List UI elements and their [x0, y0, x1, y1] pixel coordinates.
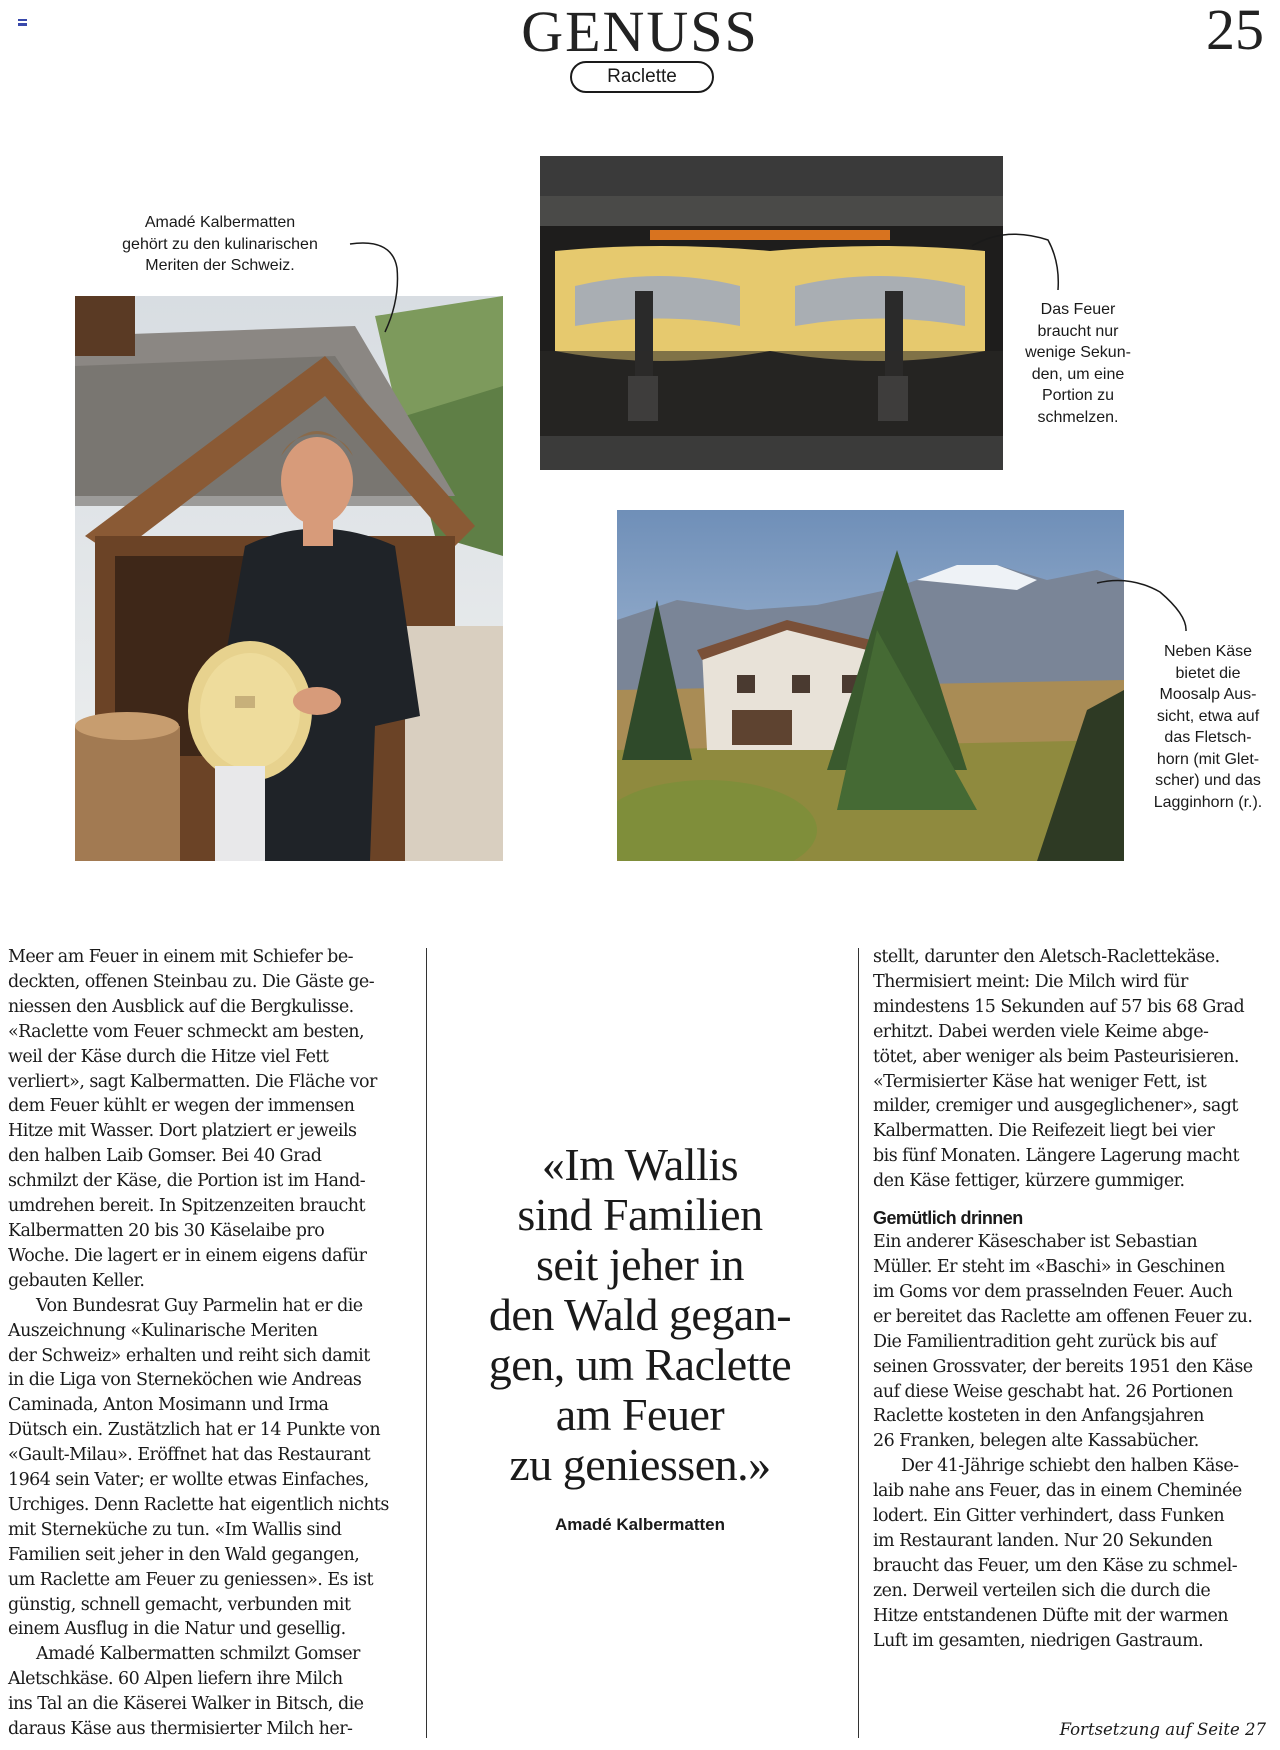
caption-line: horn (mit Glet- — [1156, 750, 1260, 768]
caption-line: Neben Käse — [1163, 643, 1253, 660]
section-title: GENUSS — [521, 0, 759, 64]
pull-quote — [470, 1140, 810, 1490]
caption-line: braucht nur — [1037, 322, 1119, 340]
paragraph: Der 41-Jährige schiebt den halben Käse- laib nahe ans Feuer, das in einem Cheminée lodert. Ein Gitter verhindert, dass Funken im Restaurant landen. Nur 20 Sekunden braucht das Feuer, um den Käse zu schmel- zen. Derweil verteilen sich die durch die Hitze entstandenen Düfte mit der warmen Luft im gesamten, niedrigen Gastraum. — [873, 1456, 1242, 1651]
caption-line: Lagginhorn (r.). — [1153, 793, 1263, 811]
paragraph: Meer am Feuer in einem mit Schiefer be- deckten, offenen Steinbau zu. Die Gäste ge- niessen den Ausblick auf die Bergkulisse. «Raclette vom Feuer schmeckt am besten, weil der Käse durch die Hitze viel Fett verliert», sagt Kalbermatten. Die Fläche vor dem Feuer kühlt er wegen der immensen Hitze mit Wasser. Dort platziert er jeweils den halben Laib Gomser. Bei 40 Grad schmilzt der Käse, die Portion ist im Hand- umdrehen bereit. In Spitzenzeiten braucht Kalbermatten 20 bis 30 Käselaibe pro Woche. Die lagert er in einem eigens dafür gebauten Keller. — [8, 947, 377, 1291]
caption-line: bietet die — [1175, 664, 1241, 682]
leader-arc — [1097, 580, 1186, 631]
caption-line: Das Feuer — [1040, 301, 1116, 318]
paragraph: Amadé Kalbermatten schmilzt Gomser Aletschkäse. 60 Alpen liefern ihre Milch ins Tal an die Käserei Walker in Bitsch, die daraus Käse aus thermisierter Milch her- — [8, 1644, 364, 1740]
pull-quote-line: am Feuer — [555, 1389, 725, 1440]
caption-line: Moosalp Aus- — [1159, 686, 1257, 703]
article-column-left — [8, 945, 428, 1742]
pull-quote-line: zu geniessen.» — [509, 1439, 771, 1490]
paragraph: Von Bundesrat Guy Parmelin hat er die Auszeichnung «Kulinarische Meriten der Schweiz» erhalten und reiht sich damit in die Liga von Sterneköchen wie Andreas Caminada, Anton Mosimann und Irma Dütsch ein. Zustätzlich hat er 14 Punkte von «Gault-Milau». Eröffnet hat das Restaurant 1964 sein Vater; er wollte etwas Einfaches, Urchiges. Denn Raclette hat eigentlich nichts mit Sterneküche zu tun. «Im Wallis sind Familien seit jeher in den Wald gegangen, um Raclette am Feuer zu geniessen». Es ist günstig, schnell gemacht, verbunden mit einem Ausflug in die Natur und gesellig. — [8, 1295, 389, 1640]
page-number: 25 — [1206, 0, 1264, 62]
paragraph: stellt, darunter den Aletsch-Raclettekäse. Thermisiert meint: Die Milch wird für mindestens 15 Sekunden auf 57 bis 68 Grad erhitzt. Dabei werden viele Keime abge- tötet, aber weniger als beim Pasteurisieren. «Termisierter Käse hat weniger Fett, ist milder, cremiger und ausgeglichener», sagt Kalbermatten. Die Reifezeit liegt bei vier bis fünf Monaten. Längere Lagerung macht den Käse fettiger, kürzere gummiger. — [873, 947, 1245, 1192]
leader-arc — [972, 234, 1058, 290]
subheading: Gemütlich drinnen — [873, 1208, 1023, 1229]
pull-quote-line: seit jeher in — [535, 1239, 745, 1290]
pull-quote-line: gen, um Raclette — [488, 1339, 792, 1390]
caption-line: wenige Sekun- — [1025, 344, 1131, 361]
pull-quote-line: den Wald gegan- — [488, 1289, 792, 1340]
topic-tag: Raclette — [570, 61, 714, 93]
paragraph: Ein anderer Käseschaber ist Sebastian Müller. Er steht im «Baschi» in Geschinen im Goms vor dem prasselnden Feuer. Auch er bereitet das Raclette am offenen Feuer zu. Die Familientradition geht zurück bis auf seinen Grossvater, der bereits 1951 den Käse auf diese Weise geschabt hat. 26 Portionen Raclette kosteten in den Anfangsjahren 26 Franken, belegen alte Kassabücher. — [873, 1232, 1253, 1452]
continuation-link[interactable]: Fortsetzung auf Seite 27 — [1059, 1720, 1266, 1739]
quote-author: Amadé Kalbermatten — [554, 1515, 726, 1534]
caption-line: Amadé Kalbermatten — [144, 214, 296, 231]
pull-quote-line: sind Familien — [517, 1189, 763, 1240]
caption-line: scher) und das — [1155, 772, 1261, 789]
caption-line: schmelzen. — [1037, 408, 1119, 426]
caption-line: Meriten der Schweiz. — [145, 257, 295, 274]
caption-line: Portion zu — [1041, 387, 1115, 404]
caption-line: sicht, etwa auf — [1156, 707, 1260, 725]
caption-line: gehört zu den kulinarischen — [122, 235, 318, 253]
column-rule-left — [426, 948, 427, 1738]
leader-arc — [350, 243, 398, 332]
caption-line: den, um eine — [1031, 365, 1125, 383]
caption-line: das Fletsch- — [1164, 729, 1252, 746]
column-rule-right — [858, 948, 859, 1738]
article-column-right — [873, 945, 1278, 1653]
pull-quote-line: «Im Wallis — [541, 1139, 739, 1190]
